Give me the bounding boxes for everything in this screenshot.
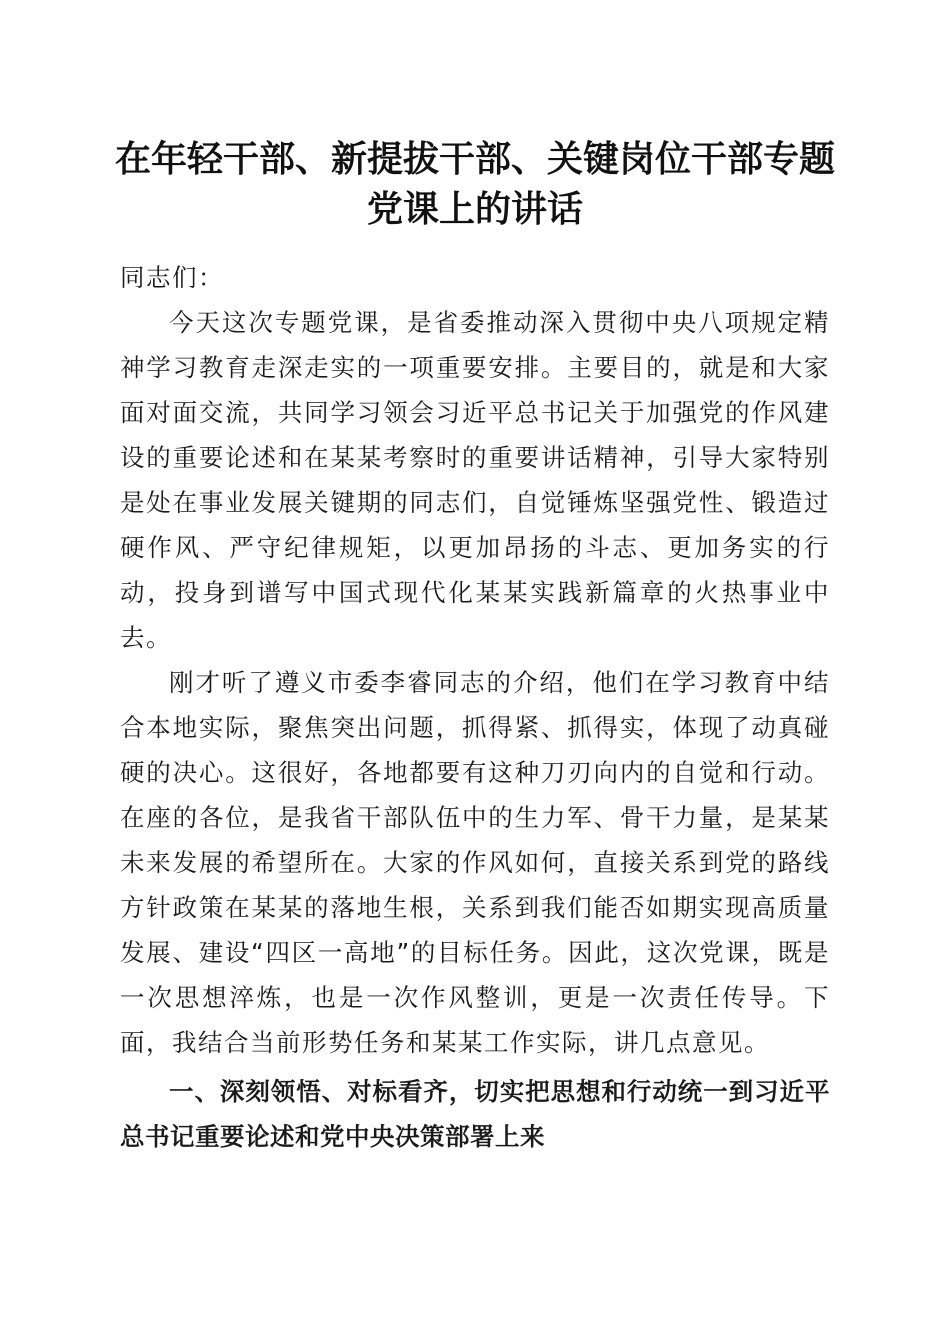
document-body — [120, 255, 830, 1159]
paragraph-2: 刚才听了遵义市委李睿同志的介绍，他们在学习教育中结合本地实际，聚焦突出问题，抓得紧、抓得实，体现了动真碰硬的决心。这很好，各地都要有这种刀刃向内的自觉和行动。在座的各位，是我省干部队伍中的生力军、骨干力量，是某某未来发展的希望所在。大家的作风如何，直接关系到党的路线方针政策在某某的落地生根，关系到我们能否如期实现高质量发展、建设“四区一高地”的目标任务。因此，这次党课，既是一次思想淬炼，也是一次作风整训，更是一次责任传导。下面，我结合当前形势任务和某某工作实际，讲几点意见。 — [120, 668, 830, 1057]
section-heading-1: 一、深刻领悟、对标看齐，切实把思想和行动统一到习近平总书记重要论述和党中央决策部署上来 — [120, 1077, 830, 1151]
paragraph-1: 今天这次专题党课，是省委推动深入贯彻中央八项规定精神学习教育走深走实的一项重要安排。主要目的，就是和大家面对面交流，共同学习领会习近平总书记关于加强党的作风建设的重要论述和在某某考察时的重要讲话精神，引导大家特别是处在事业发展关键期的同志们，自觉锤炼坚强党性、锻造过硬作风、严守纪律规矩，以更加昂扬的斗志、更加务实的行动，投身到谱写中国式现代化某某实践新篇章的火热事业中去。 — [120, 308, 830, 652]
title-line-2: 党课上的讲话 — [366, 188, 583, 230]
document-title — [100, 134, 850, 234]
salutation: 同志们： — [120, 263, 224, 292]
title-line-1: 在年轻干部、新提拔干部、关键岗位干部专题 — [114, 138, 835, 180]
